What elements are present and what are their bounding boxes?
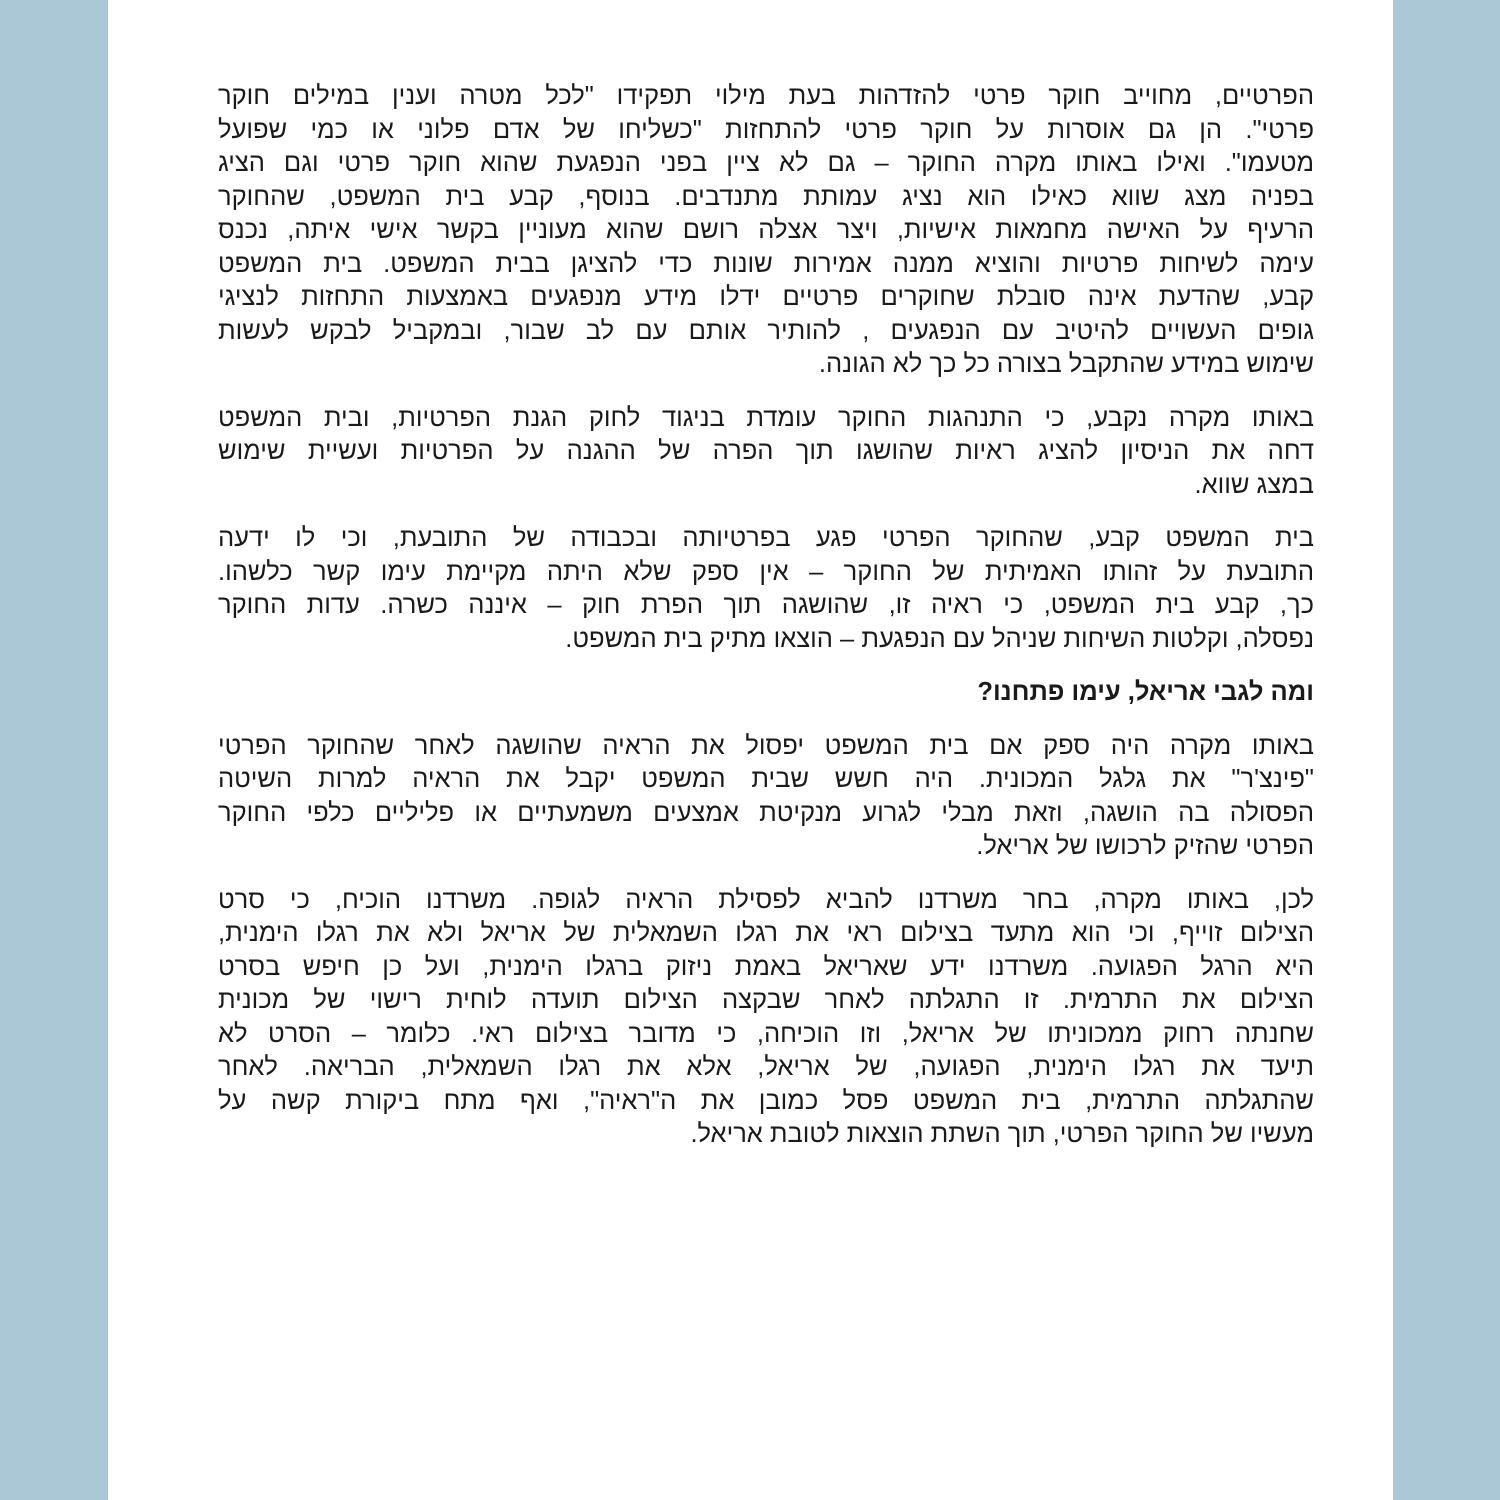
text-line: נפסלה, וקלטות השיחות שניהל עם הנפגעת – הוצאו מתיק בית המשפט. bbox=[565, 624, 1314, 653]
text-line: לכן, באותו מקרה, בחר משרדנו להביא לפסילת הראיה לגופה. משרדנו הוכיח, כי סרט bbox=[218, 885, 1314, 914]
text-line: תיעד את רגלו הימנית, הפגועה, של אריאל, אלא את רגלו השמאלית, הבריאה. לאחר bbox=[218, 1053, 1314, 1081]
text-line: גופים העשויים להיטיב עם הנפגעים , להותיר אותם עם לב שבור, ובמקביל לבקש לעשות bbox=[218, 316, 1314, 345]
text-line: בפניה מצג שווא כאילו הוא נציג עמותת מתנדבים. בנוסף, קבע בית המשפט, שהחוקר bbox=[218, 182, 1314, 211]
text-line: במצג שווא. bbox=[1194, 470, 1314, 499]
text-line: הפרטיים, מחוייב חוקר פרטי להזדהות בעת מילוי תפקידו "לכל מטרה וענין במילים חוקר bbox=[218, 82, 1314, 110]
text-line: שימוש במידע שהתקבל בצורה כל כך לא הגונה. bbox=[818, 350, 1314, 378]
text-line: כך, קבע בית המשפט, כי ראיה זו, שהושגה תוך הפרת חוק – איננה כשרה. עדות החוקר bbox=[218, 591, 1314, 619]
document-page bbox=[108, 0, 1393, 1500]
text-line: פרטי". הן גם אוסרות על חוקר פרטי להתחזות "כשליחו של אדם פלוני או כמי שפועל bbox=[218, 115, 1314, 144]
text-line: באותו מקרה נקבע, כי התנהגות החוקר עומדת בניגוד לחוק הגנת הפרטיות, ובית המשפט bbox=[218, 403, 1314, 432]
text-line: שחנתה רחוק ממכוניתו של אריאל, וזו הוכיחה, כי מדובר בצילום ראי. כלומר – הסרט לא bbox=[218, 1019, 1314, 1048]
paragraph-2 bbox=[218, 402, 1314, 503]
paragraph-4 bbox=[218, 730, 1314, 864]
text-line: התובעת על זהותו האמיתית של החוקר – אין ספק שלא היתה מקיימת עימו קשר כלשהו. bbox=[218, 557, 1314, 586]
paragraph-3 bbox=[218, 522, 1314, 656]
text-line: "פינצ'ר" את גלגל המכונית. היה חשש שבית המשפט יקבל את הראיה למרות השיטה bbox=[218, 765, 1314, 793]
text-line: שהתגלתה התרמית, בית המשפט פסל כמובן את ה"ראיה", ואף מתח ביקורת קשה על bbox=[218, 1086, 1314, 1115]
text-line: הצילום זוייף, וכי הוא מתעד בצילום ראי את רגלו השמאלית של אריאל ולא את רגלו הימנית, bbox=[218, 919, 1314, 947]
text-line: עימה לשיחות פרטיות והוציא ממנה אמירות שונות כדי להציגן בבית המשפט. בית המשפט bbox=[218, 249, 1314, 278]
text-line: דחה את הניסיון להציג ראיות שהושגו תוך הפרה של ההגנה על הפרטיות ועשיית שימוש bbox=[218, 437, 1314, 465]
text-line: באותו מקרה היה ספק אם בית המשפט יפסול את הראיה שהושגה לאחר שהחוקר הפרטי bbox=[218, 731, 1314, 760]
text-line: הצילום את התרמית. זו התגלתה לאחר שבקצה הצילום תועדה לוחית רישוי של מכונית bbox=[218, 986, 1314, 1014]
text-line: מטעמו". ואילו באותו מקרה החוקר – גם לא ציין בפני הנפגעת שהוא חוקר פרטי וגם הציג bbox=[218, 149, 1314, 177]
text-line: הרעיף על האישה מחמאות אישיות, ויצר אצלה רושם שהוא מעוניין בקשר אישי איתה, נכנס bbox=[218, 216, 1314, 244]
paragraph-5 bbox=[218, 884, 1314, 1152]
text-line: קבע, שהדעת אינה סובלת שחוקרים פרטיים ידלו מידע מנפגעים באמצעות התחזות לנציגי bbox=[218, 283, 1314, 311]
text-line: בית המשפט קבע, שהחוקר הפרטי פגע בפרטיותה ובכבודה של התובעת, וכי לו ידעה bbox=[218, 524, 1314, 552]
section-heading: ומה לגבי אריאל, עימו פתחנו? bbox=[977, 678, 1314, 706]
text-line: היא הרגל הפגועה. משרדנו ידע שאריאל באמת ניזוק ברגלו הימנית, ועל כן חיפש בסרט bbox=[218, 952, 1314, 981]
paragraph-1 bbox=[218, 80, 1314, 382]
text-line: מעשיו של החוקר הפרטי, תוך השתת הוצאות לטובת אריאל. bbox=[690, 1120, 1314, 1148]
document-body bbox=[218, 80, 1314, 1172]
text-line: הפרטי שהזיק לרכושו של אריאל. bbox=[976, 832, 1314, 860]
text-line: הפסולה בה הושגה, וזאת מבלי לגרוע מנקיטת אמצעים משמעתיים או פליליים כלפי החוקר bbox=[218, 798, 1314, 827]
